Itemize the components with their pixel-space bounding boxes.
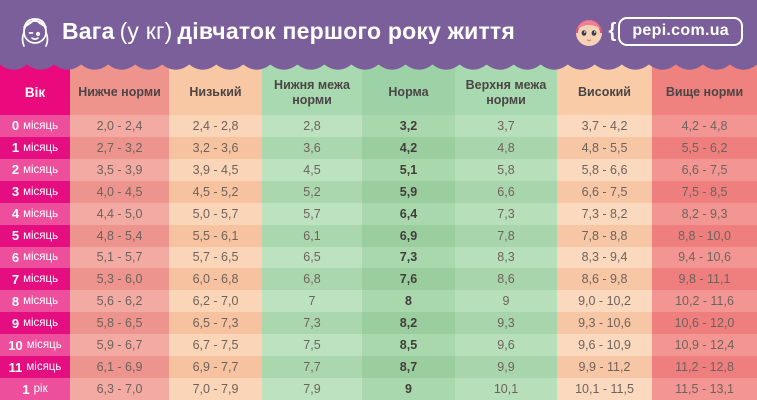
value-cell-nyzhnia-mezha-normy: 7 (262, 290, 362, 312)
value-cell-nyzhnia-mezha-normy: 7,9 (262, 378, 362, 400)
column-header-vyshche-normy: Вище норми (652, 62, 757, 115)
value-cell-nyzhche-normy: 4,0 - 4,5 (70, 181, 169, 203)
value-cell-vyshche-normy: 11,5 - 13,1 (652, 378, 757, 400)
value-cell-nyzkyi: 3,2 - 3,6 (169, 137, 262, 159)
age-unit: місяць (23, 273, 59, 286)
value-cell-vyshche-normy: 5,5 - 6,2 (652, 137, 757, 159)
value-cell-nyzhnia-mezha-normy: 5,2 (262, 181, 362, 203)
value-cell-nyzkyi: 3,9 - 4,5 (169, 159, 262, 181)
age-number: 8 (11, 293, 20, 309)
column-header-norma: Норма (362, 62, 455, 115)
logo-text-bubble: pepi.com.ua (618, 17, 743, 46)
title-part-bold-2: дівчаток першого року життя (177, 17, 516, 44)
title-part-regular: (у кг) (119, 17, 173, 44)
age-cell (0, 290, 70, 312)
value-cell-norma: 8 (362, 290, 455, 312)
age-cell (0, 356, 70, 378)
value-cell-vysokyi: 9,6 - 10,9 (557, 334, 652, 356)
column-header-nyzhche-normy: Нижче норми (70, 62, 169, 115)
value-cell-vyshche-normy: 6,6 - 7,5 (652, 159, 757, 181)
age-unit: місяць (23, 295, 59, 308)
value-cell-nyzhche-normy: 2,0 - 2,4 (70, 115, 169, 137)
top-banner (0, 0, 757, 62)
value-cell-verkhnia-mezha-normy: 6,6 (455, 181, 557, 203)
age-cell (0, 247, 70, 269)
value-cell-nyzkyi: 7,0 - 7,9 (169, 378, 262, 400)
value-cell-nyzkyi: 6,2 - 7,0 (169, 290, 262, 312)
weight-table (0, 62, 757, 400)
value-cell-vysokyi: 5,8 - 6,6 (557, 159, 652, 181)
value-cell-norma: 8,2 (362, 312, 455, 334)
value-cell-vysokyi: 8,3 - 9,4 (557, 247, 652, 269)
age-cell (0, 312, 70, 334)
age-number: 3 (11, 184, 20, 200)
value-cell-verkhnia-mezha-normy: 9,9 (455, 356, 557, 378)
value-cell-norma: 4,2 (362, 137, 455, 159)
age-unit: місяць (23, 185, 59, 198)
age-cell (0, 115, 70, 137)
value-cell-norma: 8,7 (362, 356, 455, 378)
pepi-logo (570, 12, 743, 50)
table-row (0, 290, 757, 312)
table-row (0, 115, 757, 137)
age-number: 10 (8, 337, 23, 353)
table-row (0, 203, 757, 225)
age-number: 1 (22, 381, 30, 397)
age-unit: місяць (23, 163, 59, 176)
age-number: 1 (11, 140, 20, 156)
value-cell-nyzhnia-mezha-normy: 4,5 (262, 159, 362, 181)
value-cell-verkhnia-mezha-normy: 7,3 (455, 203, 557, 225)
logo-brace: { (608, 19, 617, 42)
value-cell-vysokyi: 9,0 - 10,2 (557, 290, 652, 312)
value-cell-vyshche-normy: 10,9 - 12,4 (652, 334, 757, 356)
table-row (0, 247, 757, 269)
age-unit: рік (33, 383, 48, 396)
value-cell-nyzkyi: 5,7 - 6,5 (169, 247, 262, 269)
age-cell (0, 181, 70, 203)
page-title (62, 18, 515, 45)
value-cell-nyzkyi: 6,0 - 6,8 (169, 268, 262, 290)
value-cell-nyzkyi: 5,0 - 5,7 (169, 203, 262, 225)
value-cell-verkhnia-mezha-normy: 8,6 (455, 268, 557, 290)
value-cell-nyzhche-normy: 5,3 - 6,0 (70, 268, 169, 290)
age-unit: місяць (23, 317, 59, 330)
value-cell-nyzhnia-mezha-normy: 6,8 (262, 268, 362, 290)
table-row (0, 181, 757, 203)
column-header-vik: Вік (0, 62, 70, 115)
value-cell-nyzhche-normy: 6,3 - 7,0 (70, 378, 169, 400)
value-cell-nyzhnia-mezha-normy: 7,7 (262, 356, 362, 378)
value-cell-norma: 3,2 (362, 115, 455, 137)
table-row (0, 137, 757, 159)
table-row (0, 312, 757, 334)
value-cell-nyzkyi: 6,7 - 7,5 (169, 334, 262, 356)
table-row (0, 356, 757, 378)
value-cell-nyzhnia-mezha-normy: 3,6 (262, 137, 362, 159)
value-cell-vysokyi: 10,1 - 11,5 (557, 378, 652, 400)
girl-face-icon (16, 11, 54, 51)
value-cell-nyzhnia-mezha-normy: 6,1 (262, 225, 362, 247)
value-cell-vysokyi: 9,3 - 10,6 (557, 312, 652, 334)
value-cell-nyzhche-normy: 6,1 - 6,9 (70, 356, 169, 378)
value-cell-vysokyi: 9,9 - 11,2 (557, 356, 652, 378)
value-cell-nyzhche-normy: 5,6 - 6,2 (70, 290, 169, 312)
age-number: 9 (11, 315, 20, 331)
age-number: 7 (11, 271, 20, 287)
table-row (0, 334, 757, 356)
table-row (0, 159, 757, 181)
value-cell-nyzhche-normy: 5,1 - 5,7 (70, 247, 169, 269)
value-cell-nyzhnia-mezha-normy: 6,5 (262, 247, 362, 269)
value-cell-norma: 9 (362, 378, 455, 400)
age-cell (0, 378, 70, 400)
value-cell-nyzhnia-mezha-normy: 7,3 (262, 312, 362, 334)
baby-face-icon (570, 12, 608, 50)
value-cell-nyzhnia-mezha-normy: 2,8 (262, 115, 362, 137)
table-row (0, 378, 757, 400)
column-header-nyzkyi: Низький (169, 62, 262, 115)
value-cell-norma: 8,5 (362, 334, 455, 356)
age-cell (0, 268, 70, 290)
title-part-bold: Вага (62, 17, 115, 44)
table-row (0, 268, 757, 290)
age-cell (0, 159, 70, 181)
value-cell-vyshche-normy: 7,5 - 8,5 (652, 181, 757, 203)
value-cell-norma: 7,3 (362, 247, 455, 269)
value-cell-vysokyi: 8,6 - 9,8 (557, 268, 652, 290)
value-cell-vyshche-normy: 8,2 - 9,3 (652, 203, 757, 225)
value-cell-verkhnia-mezha-normy: 9,3 (455, 312, 557, 334)
value-cell-verkhnia-mezha-normy: 9,6 (455, 334, 557, 356)
table-body (0, 115, 757, 400)
age-cell (0, 137, 70, 159)
value-cell-nyzkyi: 5,5 - 6,1 (169, 225, 262, 247)
age-unit: місяць (23, 251, 59, 264)
value-cell-norma: 5,1 (362, 159, 455, 181)
value-cell-vyshche-normy: 9,8 - 11,1 (652, 268, 757, 290)
value-cell-norma: 5,9 (362, 181, 455, 203)
table-row (0, 225, 757, 247)
age-number: 5 (11, 228, 20, 244)
value-cell-nyzhnia-mezha-normy: 5,7 (262, 203, 362, 225)
column-header-verkhnia-mezha-normy: Верхня межа норми (455, 62, 557, 115)
table-header-row (0, 62, 757, 115)
value-cell-vyshche-normy: 9,4 - 10,6 (652, 247, 757, 269)
value-cell-verkhnia-mezha-normy: 3,7 (455, 115, 557, 137)
value-cell-verkhnia-mezha-normy: 5,8 (455, 159, 557, 181)
value-cell-vysokyi: 6,6 - 7,5 (557, 181, 652, 203)
value-cell-vyshche-normy: 4,2 - 4,8 (652, 115, 757, 137)
value-cell-vyshche-normy: 10,2 - 11,6 (652, 290, 757, 312)
value-cell-vysokyi: 3,7 - 4,2 (557, 115, 652, 137)
age-number: 6 (11, 249, 20, 265)
age-unit: місяць (26, 361, 62, 374)
value-cell-nyzkyi: 6,9 - 7,7 (169, 356, 262, 378)
age-number: 4 (11, 206, 20, 222)
column-header-vysokyi: Високий (557, 62, 652, 115)
value-cell-nyzhche-normy: 2,7 - 3,2 (70, 137, 169, 159)
age-unit: місяць (23, 141, 59, 154)
value-cell-nyzhche-normy: 4,8 - 5,4 (70, 225, 169, 247)
value-cell-nyzhche-normy: 4,4 - 5,0 (70, 203, 169, 225)
value-cell-nyzkyi: 2,4 - 2,8 (169, 115, 262, 137)
value-cell-verkhnia-mezha-normy: 7,8 (455, 225, 557, 247)
value-cell-vyshche-normy: 8,8 - 10,0 (652, 225, 757, 247)
age-unit: місяць (23, 119, 59, 132)
value-cell-vyshche-normy: 10,6 - 12,0 (652, 312, 757, 334)
age-cell (0, 203, 70, 225)
column-header-nyzhnia-mezha-normy: Нижня межа норми (262, 62, 362, 115)
value-cell-nyzkyi: 6,5 - 7,3 (169, 312, 262, 334)
age-unit: місяць (26, 339, 62, 352)
value-cell-vysokyi: 7,3 - 8,2 (557, 203, 652, 225)
value-cell-nyzhnia-mezha-normy: 7,5 (262, 334, 362, 356)
value-cell-verkhnia-mezha-normy: 4,8 (455, 137, 557, 159)
age-cell (0, 225, 70, 247)
value-cell-vysokyi: 7,8 - 8,8 (557, 225, 652, 247)
value-cell-nyzhche-normy: 5,9 - 6,7 (70, 334, 169, 356)
value-cell-nyzhche-normy: 3,5 - 3,9 (70, 159, 169, 181)
value-cell-nyzkyi: 4,5 - 5,2 (169, 181, 262, 203)
value-cell-norma: 6,4 (362, 203, 455, 225)
age-cell (0, 334, 70, 356)
value-cell-norma: 6,9 (362, 225, 455, 247)
value-cell-vyshche-normy: 11,2 - 12,8 (652, 356, 757, 378)
age-unit: місяць (23, 229, 59, 242)
value-cell-vysokyi: 4,8 - 5,5 (557, 137, 652, 159)
value-cell-verkhnia-mezha-normy: 8,3 (455, 247, 557, 269)
age-unit: місяць (23, 207, 59, 220)
value-cell-verkhnia-mezha-normy: 10,1 (455, 378, 557, 400)
value-cell-verkhnia-mezha-normy: 9 (455, 290, 557, 312)
age-number: 0 (11, 118, 20, 134)
value-cell-norma: 7,6 (362, 268, 455, 290)
value-cell-nyzhche-normy: 5,8 - 6,5 (70, 312, 169, 334)
age-number: 2 (11, 162, 20, 178)
age-number: 11 (8, 359, 23, 375)
